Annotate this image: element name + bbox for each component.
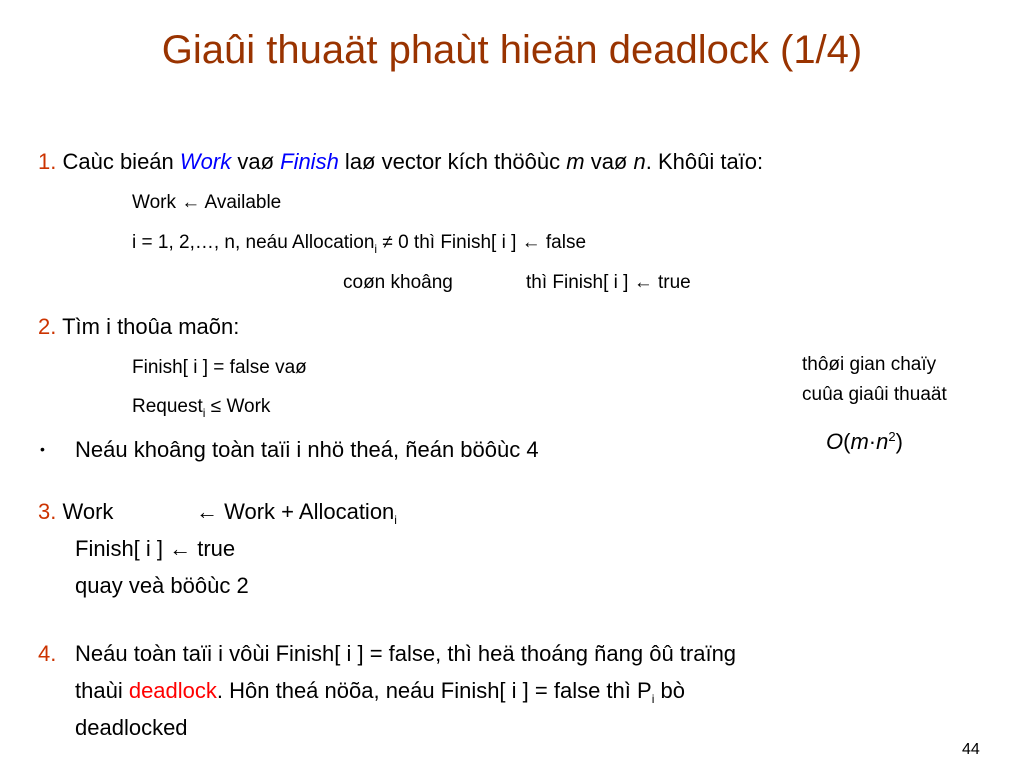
step4-line-2 xyxy=(75,677,685,708)
step1-text-2: vaø xyxy=(231,149,281,174)
step1-text-4: vaø xyxy=(584,149,634,174)
note-dot: · xyxy=(868,429,877,454)
bullet-text: Neáu khoâng toàn taïi i nhö theá, ñeán böôùc 4 xyxy=(75,437,539,462)
step3-goto: quay veà böôùc 2 xyxy=(75,573,249,598)
step2-line xyxy=(38,313,239,341)
step1-number: 1. xyxy=(38,149,57,174)
note-n: n xyxy=(876,429,889,454)
step1-text-3: laø vector kích thöôùc xyxy=(338,149,567,174)
note-exponent: 2 xyxy=(888,429,896,444)
step4-line-3: deadlocked xyxy=(75,715,188,740)
step1-work-init: Work ← Available xyxy=(132,192,282,213)
step4-line-1: Neáu toàn taïi i vôùi Finish[ i ] = false, thì heä thoáng ñang ôû traïng xyxy=(75,641,737,666)
bullet-symbol: • xyxy=(40,441,45,457)
step1-work: Work xyxy=(179,149,232,174)
step1-finish: Finish xyxy=(280,149,339,174)
step1-m: m xyxy=(566,149,585,174)
note-line-1: thôøi gian chaïy xyxy=(802,354,937,375)
step2-request-post: ≤ Work xyxy=(205,396,271,417)
step3-assign-text: ← Work + Allocation xyxy=(196,499,395,524)
step3-assign xyxy=(196,498,397,529)
step4-number: 4. xyxy=(38,641,57,666)
note-close-paren: ) xyxy=(895,429,903,454)
step2-text: Tìm i thoûa maõn: xyxy=(56,314,240,339)
note-m: m xyxy=(850,429,869,454)
note-big-o: O xyxy=(826,429,844,454)
step1-else-action: thì Finish[ i ] ← true xyxy=(526,272,691,293)
step1-finish-init xyxy=(132,231,586,256)
step3-finish: Finish[ i ] ← true xyxy=(75,536,236,561)
step4-line-2-post: bò xyxy=(654,678,685,703)
step3-line xyxy=(38,498,113,526)
step2-request-sub: i xyxy=(202,406,206,420)
note-open-paren: ( xyxy=(843,429,851,454)
step1-else-label: coøn khoâng xyxy=(343,272,453,293)
step3-number: 3. xyxy=(38,499,57,524)
step4-line-2-pre: thaùi xyxy=(75,678,129,703)
step2-request-cond xyxy=(132,395,270,420)
step4-line-2-sub: i xyxy=(651,692,655,706)
step3-assign-sub: i xyxy=(394,513,397,527)
step4-line-2-mid: . Hôn theá nöõa, neáu Finish[ i ] = false thì P xyxy=(216,678,652,703)
slide-title: Giaûi thuaät phaùt hieän deadlock (1/4) xyxy=(161,28,863,72)
step1-text-5: . Khôûi taïo: xyxy=(645,149,764,174)
step1-text-1: Caùc bieán xyxy=(56,149,180,174)
step1-finish-init-post: ≠ 0 thì Finish[ i ] ← false xyxy=(377,232,587,253)
step2-finish-cond: Finish[ i ] = false vaø xyxy=(132,357,307,378)
page-number: 44 xyxy=(962,741,980,758)
step2-number: 2. xyxy=(38,314,57,339)
step1-finish-init-pre: i = 1, 2,…, n, neáu Allocation xyxy=(132,232,375,253)
step3-work: Work xyxy=(56,499,114,524)
step1-n: n xyxy=(633,149,646,174)
note-complexity xyxy=(826,428,903,459)
step2-request-pre: Request xyxy=(132,396,203,417)
step1-line xyxy=(38,148,763,176)
step1-finish-init-sub: i xyxy=(374,242,378,256)
step4-deadlock: deadlock xyxy=(128,678,217,703)
note-line-2: cuûa giaûi thuaät xyxy=(802,384,947,405)
